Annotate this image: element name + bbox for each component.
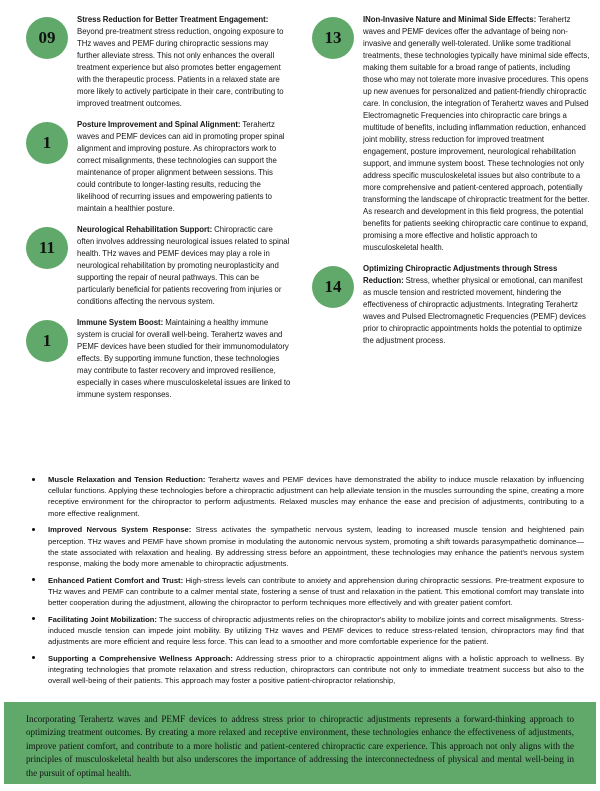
item-text [68,317,292,401]
item-heading: Posture Improvement and Spinal Alignment: [77,120,241,129]
item-body-text: Stress, whether physical or emotional, can manifest as muscle tension and restricted movement, hindering the effectiveness of chiropractic adjustments. Integrating Terahertz waves and Pulsed Electromagnetic Frequencies (PEMF) devices prior to chiropractic appointments holds the potential to optimize the adjustment process. [363,276,586,345]
numbered-item [26,224,292,308]
list-item [18,575,584,609]
item-number-badge: 09 [26,17,68,59]
item-heading: Immune System Boost: [77,318,164,327]
bullet-list [0,474,600,692]
item-text [68,119,292,215]
bullet-heading: Facilitating Joint Mobilization: [48,614,157,624]
item-body-text: Terahertz waves and PEMF devices offer the advantage of being non-invasive and generally well-tolerated. Unlike some traditional treatments, these technologies typically have minimal side effects, making them suitable for a broad range of patients, including those who may not tolerate more invasive procedures. This opens up new avenues for personalized and patient-friendly chiropractic care. In conclusion, the integration of Terahertz waves and Pulsed Electromagnetic Frequencies into chiropractic care brings a multitude of benefits, including inflammation reduction, enhanced joint mobility, stress reduction for improved treatment engagement, posture improvement, neurological rehabilitation support, and immune system boost. These technologies not only address specific musculoskeletal issues but also contribute to a more comprehensive and patient-centered approach, potentially transforming the landscape of chiropractic treatment for the better. As research and development in this field progress, the potential benefits for patients seeking chiropractic care continue to expand, promising a more effective and holistic approach to musculoskeletal health. [363,15,590,252]
item-text [68,224,292,308]
bullet-heading: Improved Nervous System Response: [48,525,192,535]
item-heading: Neurological Rehabilitation Support: [77,225,213,234]
summary-callout [4,702,596,784]
item-body-text: Beyond pre-treatment stress reduction, ongoing exposure to THz waves and PEMF during chiropractic sessions may further alleviate stress. This not only enhances the overall treatment experience but also promotes better engagement with the therapeutic process. Patients in a relaxed state are more likely to actively participate in their care, contributing to improved treatment outcomes. [77,27,284,108]
bullet-body-text: Terahertz waves and PEMF devices have demonstrated the ability to induce muscle relaxation by influencing cellular functions. Applying these technologies before a chiropractic adjustment can help alleviate tension in the muscles surrounding the spine, creating a more receptive environment for the chiropractor to perform adjustments. Relaxed muscles may enhance the ease and precision of adjustments, contributing to a more effective realignment. [48,475,584,518]
item-text [354,263,590,347]
bullet-body-text: Stress activates the sympathetic nervous system, leading to increased muscle tension and heightened pain perception. THz waves and PEMF have shown promise in modulating the autonomic nervous system, promoting a shift towards parasympathetic dominance—the state associated with relaxation and healing. By addressing stress before an appointment, these technologies may enhance the patient's nervous system response, making the body more amenable to chiropractic adjustments. [48,525,585,568]
bullet-dot-icon [32,656,35,659]
bullet-dot-icon [32,617,35,620]
bullet-body-text: Addressing stress prior to a chiropractic appointment aligns with a holistic approach to wellness. By integrating technologies that promote relaxation and stress reduction, chiropractors can contribute not only to immediate treatment success but also to the overall well-being of their patients. This approach may foster a positive patient-chiropractor relationship, [48,653,584,686]
list-item [18,474,584,519]
item-heading: Optimizing Chiropractic Adjustments through Stress Reduction: [363,264,558,285]
item-number-badge: 11 [26,227,68,269]
numbered-sections [0,14,600,410]
numbered-item [26,14,292,110]
bullet-heading: Muscle Relaxation and Tension Reduction: [48,475,206,484]
bullet-heading: Supporting a Comprehensive Wellness Approach: [48,653,233,663]
list-item [18,614,584,648]
numbered-item [312,263,590,347]
list-item [18,524,584,569]
bullet-heading: Enhanced Patient Comfort and Trust: [48,575,184,585]
item-body-text: Maintaining a healthy immune system is crucial for overall well-being. Terahertz waves and PEMF devices have been studied for their immunomodulatory effects. By supporting immune function, these technologies may contribute to faster recovery and improved resilience, especially in cases where musculoskeletal issues are linked to immune system responses. [77,318,291,399]
bullet-dot-icon [32,478,35,481]
numbered-item [26,317,292,401]
list-item [18,653,584,687]
item-heading: INon-Invasive Nature and Minimal Side Effects: [363,15,537,24]
numbered-item [312,14,590,254]
bullet-dot-icon [32,578,35,581]
right-column [300,14,600,410]
left-column [0,14,300,410]
bullet-body-text: The success of chiropractic adjustments relies on the chiropractor's ability to mobilize joints and correct misalignments. Stress-induced muscle tension can impede joint mobility. By utilizing THz waves and PEMF devices to reduce stress-related tension, chiropractors may find that adjustments are more efficient and require less force. This can lead to a smoother and more comfortable experience for the patient. [48,614,585,647]
item-number-badge: 1 [26,122,68,164]
bullet-dot-icon [32,528,35,531]
item-body-text: Terahertz waves and PEMF devices can aid in promoting proper spinal alignment and improving posture. As chiropractors work to correct misalignments, these technologies can support the maintenance of proper alignment between sessions. This could contribute to longer-lasting results, reducing the likelihood of recurring issues and empowering patients to maintain a healthier posture. [77,120,285,213]
item-text [354,14,590,254]
item-number-badge: 14 [312,266,354,308]
numbered-item [26,119,292,215]
callout-text: Incorporating Terahertz waves and PEMF devices to address stress prior to chiropractic adjustments represents a forward-thinking approach to optimizing treatment outcomes. By creating a more relaxed and receptive environment, these technologies enhance the effectiveness of adjustments, improve patient comfort, and contribute to a more holistic and patient-centered chiropractic care experience. This approach not only aligns with the principles of musculoskeletal health but also underscores the importance of addressing the interconnectedness of physical and mental well-being in the pursuit of optimal health. [26,714,574,778]
item-body-text: Chiropractic care often involves addressing neurological issues related to spinal health. THz waves and PEMF devices may play a role in neurological rehabilitation by promoting neuroplasticity and supporting the repair of neural pathways. This can be particularly beneficial for patients recovering from injuries or conditions affecting the nervous system. [77,225,290,306]
item-text [68,14,292,110]
bullet-body-text: High-stress levels can contribute to anxiety and apprehension during chiropractic sessions. Pre-treatment exposure to THz waves and PEMF can contribute to a calmer mental state, fostering a sense of trust and relaxation in the patient. This emotional comfort may translate into better cooperation during the adjustment, allowing the chiropractor to perform techniques more effectively and with greater patient comfort. [48,575,584,608]
item-number-badge: 13 [312,17,354,59]
item-heading: Stress Reduction for Better Treatment Engagement: [77,15,269,24]
item-number-badge: 1 [26,320,68,362]
